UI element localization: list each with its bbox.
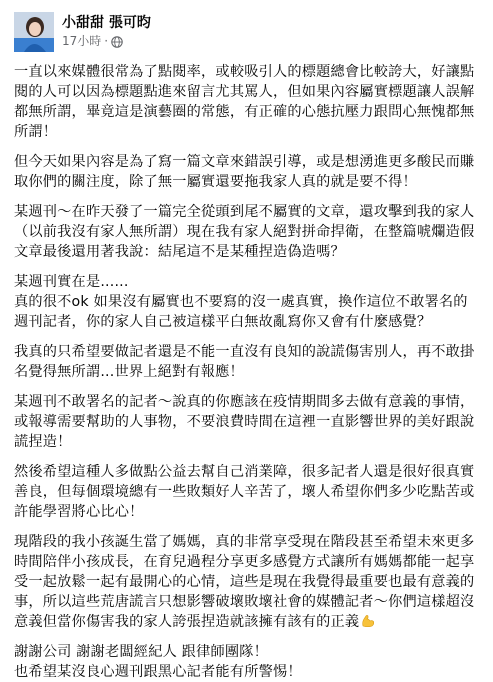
post-paragraph-7: 然後希望這種人多做點公益去幫自己消業障，很多記者人還是很好很真實善良，但每個環境總有一些敗類好人辛苦了，壞人希望你們多少吃點苦或許能學習將心比心！ (14, 464, 475, 520)
post-paragraph-6: 某週刊不敢署名的記者～說真的你應該在疫情期間多去做有意義的事情，或報導需要幫助的人事物，不要浪費時間在這裡一直影響世界的美好跟說謊捏造！ (14, 394, 475, 450)
post-paragraph-4: 某週刊實在是...... 真的很不ok 如果沒有屬實也不要寫的沒一處真實，換作這位不敢署名的週刊記者，你的家人自己被這樣平白無故亂寫你又會有什麼感覺？ (14, 274, 468, 330)
post-subline (62, 34, 151, 49)
globe-icon[interactable] (111, 36, 123, 48)
author-name[interactable]: 小甜甜 張可昀 (62, 14, 151, 31)
post-paragraph-2: 但今天如果內容是為了寫一篇文章來錯誤引導，或是想湧進更多酸民而賺取你們的關注度，除了無一屬實還要拖我家人真的就是要不得！ (14, 154, 475, 190)
avatar[interactable] (14, 12, 54, 52)
post-paragraph-5: 我真的只希望要做記者還是不能一直沒有良知的說謊傷害別人，再不敢掛名覺得無所謂...世界上絕對有報應！ (14, 344, 475, 380)
flexed-biceps-icon (361, 614, 375, 628)
post-paragraph-3: 某週刊～在昨天發了一篇完全從頭到尾不屬實的文章，還攻擊到我的家人（以前我沒有家人無所謂）現在我有家人絕對拼命捍衛，在整篇唬爛造假文章最後還用著我說：結尾這不是某種捏造偽造嗎？ (14, 204, 475, 260)
post-body (14, 62, 479, 682)
post-paragraph-9: 謝謝公司 謝謝老闆經紀人 跟律師團隊！ (14, 644, 269, 660)
post-paragraph-8 (14, 532, 479, 632)
post-paragraph-10: 也希望某沒良心週刊跟黑心記者能有所警惕！ (14, 664, 302, 680)
post-paragraph-8-text: 現階段的我小孩誕生當了媽媽，真的非常享受現在階段甚至希望未來更多時間陪伴小孩成長，在育兒過程分享更多感覺方式讓所有媽媽都能一起享受一起放鬆一起有最開心的心情，這些是現在我覺得最重要也最有意義的事，所以這些荒唐謊言只想影響破壞敗壞社會的媒體記者～你們這樣超沒意義但當你傷害我的家人誇張捏造就該擁有該有的正義 (14, 534, 475, 630)
post-header (14, 12, 479, 52)
post-meta (62, 15, 151, 50)
post-paragraph-1: 一直以來媒體很常為了點閱率，或較吸引人的標題總會比較誇大，好讓點閱的人可以因為標題點進來留言尤其罵人，但如果內容屬實標題讓人誤解都無所謂，畢竟這是演藝圈的常態，有正確的心態抗壓力跟問心無愧都無所謂！ (14, 64, 475, 140)
post-time[interactable]: 17小時 (62, 34, 102, 49)
separator-dot: · (104, 34, 109, 49)
